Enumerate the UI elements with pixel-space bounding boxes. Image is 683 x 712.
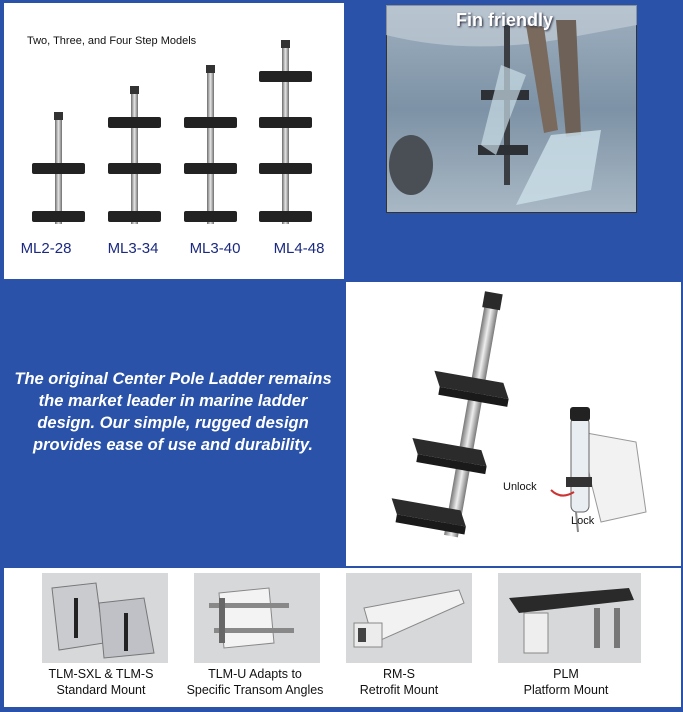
mount-caption-line1: RM-S xyxy=(383,667,415,681)
lock-bracket-detail xyxy=(551,407,646,532)
mount-photo-tlm-s xyxy=(42,573,168,663)
ladder-detail-panel xyxy=(346,282,681,566)
mount-caption-tlm-s xyxy=(16,666,186,698)
mount-caption-line2: Retrofit Mount xyxy=(359,683,439,697)
unlock-label: Unlock xyxy=(503,481,537,493)
mount-caption-line2: Platform Mount xyxy=(523,683,609,697)
underwater-photo-image xyxy=(386,5,637,213)
model-label-ml3-40: ML3-40 xyxy=(189,240,241,257)
mount-photo-rm-s xyxy=(346,573,472,663)
model-label-ml3-34: ML3-34 xyxy=(107,240,159,257)
model-label-ml4-48: ML4-48 xyxy=(273,240,325,257)
mount-caption-line1: TLM-SXL & TLM-S xyxy=(48,667,154,681)
mount-caption-line2: Specific Transom Angles xyxy=(186,683,324,697)
mount-caption-rm-s xyxy=(314,666,484,698)
mount-caption-line2: Standard Mount xyxy=(56,683,146,697)
lock-label: Lock xyxy=(571,515,595,527)
mount-photo-tlm-u xyxy=(194,573,320,663)
mount-photo-plm xyxy=(498,573,641,663)
model-label-ml2-28: ML2-28 xyxy=(20,240,72,257)
mount-caption-line1: TLM-U Adapts to xyxy=(208,667,302,681)
mount-caption-plm xyxy=(481,666,651,698)
ladder-detail-image xyxy=(346,282,681,566)
fin-friendly-photo xyxy=(386,5,637,213)
models-title: Two, Three, and Four Step Models xyxy=(27,35,197,47)
mount-caption-line1: PLM xyxy=(553,667,579,681)
tagline: The original Center Pole Ladder remains the market leader in marine ladder design. Our simple, rugged design provides ease of use and durability. xyxy=(14,370,332,454)
photo-caption: Fin friendly xyxy=(456,10,554,30)
